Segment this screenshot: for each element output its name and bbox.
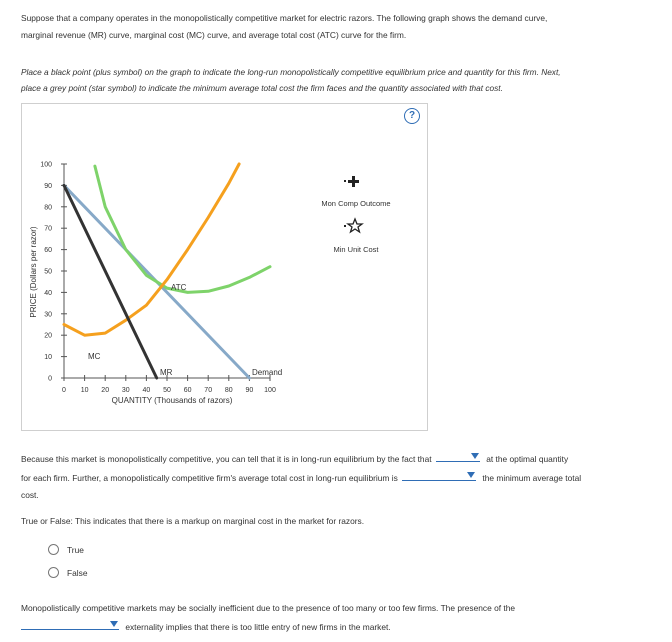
dropdown-atc-comparison[interactable] xyxy=(402,468,476,481)
para1-after1-text: at the optimal quantity xyxy=(486,454,569,464)
option-false-label: False xyxy=(67,567,88,578)
y-tick-label: 90 xyxy=(44,182,52,190)
help-icon[interactable]: ? xyxy=(404,108,420,124)
para1-before-text: Because this market is monopolistically competitive, you can tell that it is in long-run equilibrium by the fact that xyxy=(21,454,432,464)
min-unit-cost-tool[interactable] xyxy=(333,219,379,254)
plus-icon[interactable] xyxy=(344,176,359,187)
x-tick-label: 90 xyxy=(245,387,254,394)
min-unit-cost-label: Min Unit Cost xyxy=(333,245,379,254)
x-tick-label: 30 xyxy=(121,387,130,394)
y-tick-label: 60 xyxy=(44,247,52,255)
mon-comp-outcome-label: Mon Comp Outcome xyxy=(321,199,391,208)
x-tick-label: 10 xyxy=(80,387,89,394)
instructions-line-2: place a grey point (star symbol) to indicate the minimum average total cost the firm faces and the quantity associated with that cost. xyxy=(21,83,503,93)
instructions-line-1: Place a black point (plus symbol) on the graph to indicate the long-run monopolistically competitive equilibrium price and quantity for this firm. Next, xyxy=(21,67,561,77)
x-tick-label: 100 xyxy=(264,387,276,394)
dropdown-caret-icon xyxy=(471,453,479,459)
option-false[interactable] xyxy=(48,567,87,578)
intro-line-1: Suppose that a company operates in the monopolistically competitive market for electric razors. The following graph shows the demand curve, xyxy=(21,13,548,23)
demand-curve-label: Demand xyxy=(252,368,283,377)
y-axis-label: PRICE (Dollars per razor) xyxy=(29,226,38,318)
para2-line-1: Monopolistically competitive markets may be socially inefficient due to the presence of too many or too few firms. The presence of the xyxy=(21,603,516,613)
mr-curve-label: MR xyxy=(160,368,173,377)
para2-after-text: externality implies that there is too little entry of new firms in the market. xyxy=(125,622,391,632)
option-true[interactable] xyxy=(48,544,84,555)
dropdown-caret-icon xyxy=(467,472,475,478)
option-true-label: True xyxy=(67,544,84,555)
x-axis-label: QUANTITY (Thousands of razors) xyxy=(111,396,233,405)
atc-curve-label: ATC xyxy=(171,283,187,292)
dropdown-equilibrium-condition[interactable] xyxy=(436,449,480,462)
x-tick-label: 0 xyxy=(62,387,66,394)
y-tick-label: 30 xyxy=(44,311,52,319)
x-tick-label: 20 xyxy=(101,387,110,394)
para1-cost-word: cost. xyxy=(21,490,39,500)
dropdown-externality-type[interactable] xyxy=(21,617,119,630)
y-tick-label: 80 xyxy=(44,204,52,212)
para1-foreach-text: for each firm. Further, a monopolistically competitive firm's average total cost in long-run equilibrium is xyxy=(21,473,398,483)
radio-true[interactable] xyxy=(48,544,59,555)
radio-false[interactable] xyxy=(48,567,59,578)
star-icon[interactable] xyxy=(344,219,362,232)
mc-curve-label: MC xyxy=(88,352,101,361)
y-tick-label: 0 xyxy=(48,375,52,383)
mon-comp-outcome-tool[interactable] xyxy=(321,176,390,208)
intro-line-2: marginal revenue (MR) curve, marginal cost (MC) curve, and average total cost (ATC) curve for the firm. xyxy=(21,30,407,40)
para1-after2-text: the minimum average total xyxy=(482,473,582,483)
y-tick-label: 10 xyxy=(44,354,52,362)
externality-paragraph xyxy=(21,600,666,636)
x-tick-label: 70 xyxy=(204,387,213,394)
mc-curve xyxy=(64,164,239,335)
equilibrium-paragraph xyxy=(21,449,666,504)
x-tick-label: 60 xyxy=(183,387,192,394)
y-tick-label: 100 xyxy=(40,161,52,169)
x-tick-label: 50 xyxy=(163,387,171,394)
question-text: True or False: This indicates that there is a markup on marginal cost in the market for razors. xyxy=(21,516,365,526)
y-tick-label: 50 xyxy=(44,268,52,276)
y-tick-label: 20 xyxy=(44,332,52,340)
y-tick-label: 40 xyxy=(44,289,52,297)
atc-curve xyxy=(95,166,270,292)
y-tick-label: 70 xyxy=(44,225,52,233)
y-axis-ticks xyxy=(40,162,67,383)
x-tick-label: 80 xyxy=(224,387,233,394)
dropdown-caret-icon xyxy=(110,621,118,627)
x-tick-label: 40 xyxy=(142,387,151,394)
